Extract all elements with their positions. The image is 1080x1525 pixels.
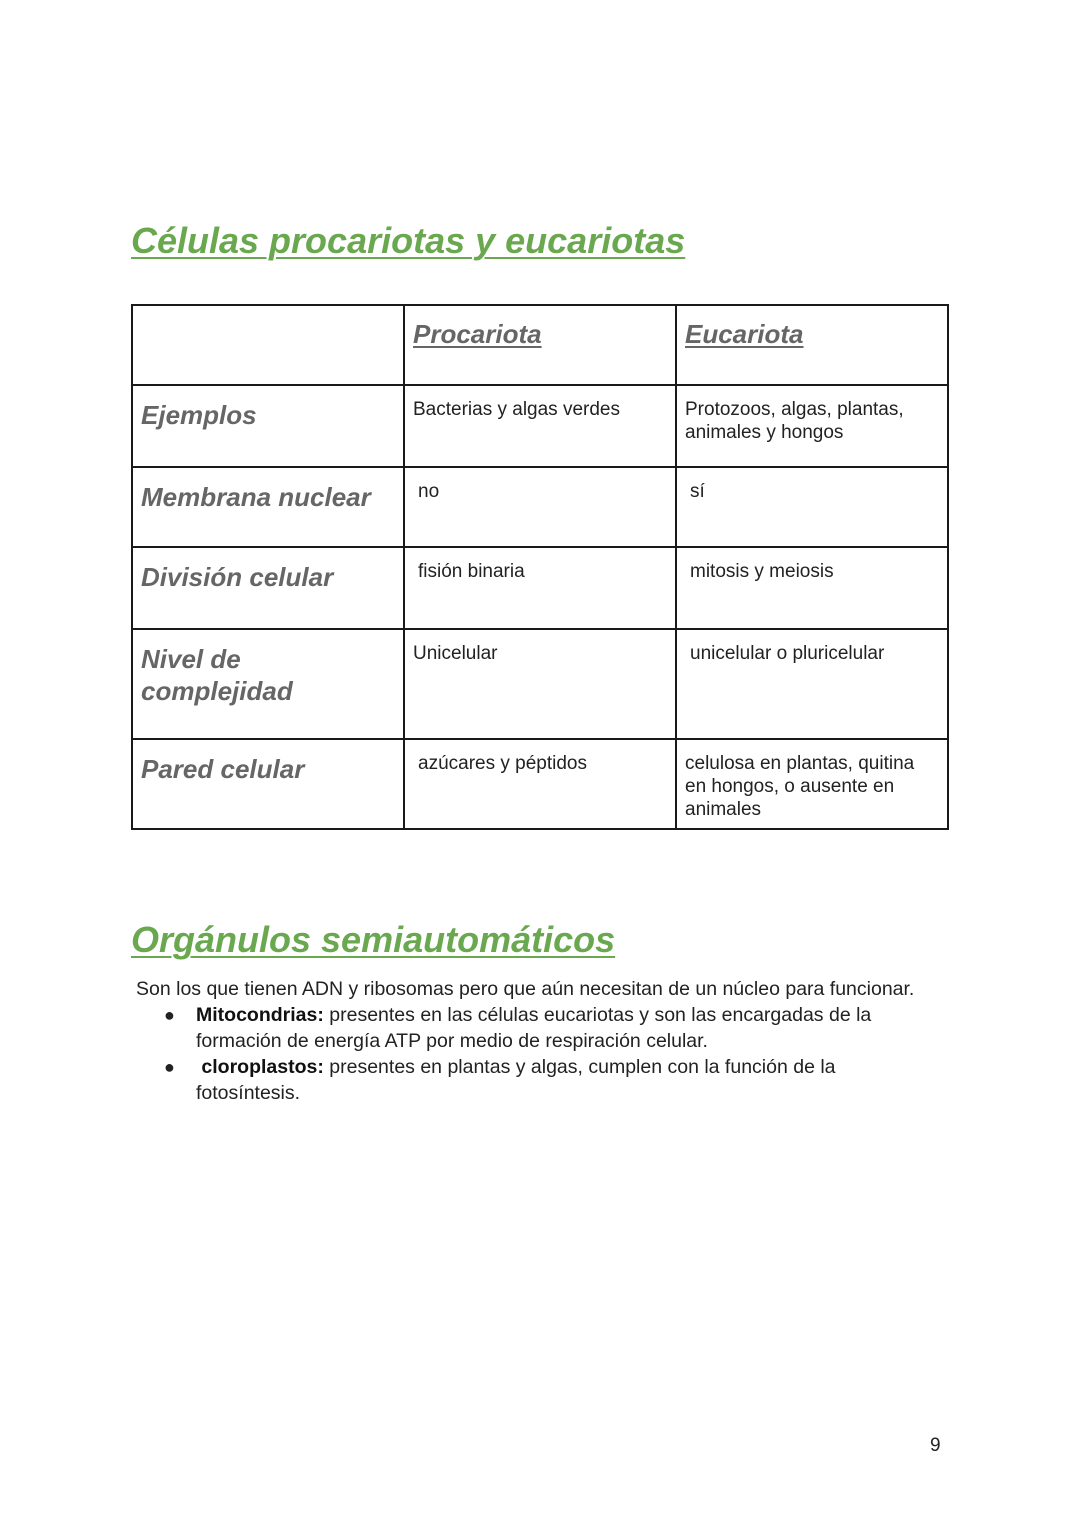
table-row [132,385,948,467]
cell-text: sí [690,481,705,502]
row-header-cell [132,467,404,547]
table-cell-procariota [404,629,676,739]
table-header-row [132,305,948,385]
table-corner-cell [132,305,404,385]
table-row [132,629,948,739]
table-cell-eucariota [676,467,948,547]
comparison-table [131,304,949,830]
row-header-cell [132,739,404,829]
table-cell-procariota [404,739,676,829]
row-header-label: Pared celular [141,754,305,784]
row-header-cell [132,385,404,467]
column-header-eucariota [676,305,948,385]
cell-text: fisión binaria [418,561,525,582]
table-row [132,467,948,547]
table-cell-eucariota [676,629,948,739]
row-header-label: Ejemplos [141,400,257,430]
table-cell-eucariota [676,739,948,829]
table-row [132,547,948,629]
table-cell-procariota [404,385,676,467]
table-cell-procariota [404,467,676,547]
list-item [164,1054,896,1106]
section-title-cells: Células procariotas y eucariotas [131,220,686,261]
bullet-icon: ● [164,1005,175,1025]
row-header-label: Nivel de complejidad [141,644,293,706]
cell-text: Unicelular [413,643,498,664]
organelle-list [164,1002,896,1106]
column-header-procariota [404,305,676,385]
row-header-cell [132,547,404,629]
list-item-text: presentes en las células eucariotas y son las encargadas de la formación de energía ATP por medio de respiración celular. [196,1004,872,1052]
intro-paragraph: Son los que tienen ADN y ribosomas pero que aún necesitan de un núcleo para funcionar. [136,978,915,1000]
cell-text: no [418,481,440,502]
cell-text: Bacterias y algas verdes [413,399,620,420]
table-cell-eucariota [676,385,948,467]
cell-text: azúcares y péptidos [418,753,587,774]
bullet-icon: ● [164,1057,175,1077]
list-item-term: cloroplastos: [201,1056,324,1078]
list-item [164,1002,896,1054]
list-item-term: Mitocondrias: [196,1004,324,1026]
cell-text: Protozoos, algas, plantas, animales y hongos [685,399,904,443]
section-title-organelles: Orgánulos semiautomáticos [131,919,616,960]
row-header-cell [132,629,404,739]
row-header-label: División celular [141,562,334,592]
cell-text: mitosis y meiosis [690,561,834,582]
list-item-text: presentes en plantas y algas, cumplen con la función de la fotosíntesis. [196,1056,836,1104]
column-header-label: Procariota [413,319,542,349]
table-cell-eucariota [676,547,948,629]
table-cell-procariota [404,547,676,629]
table-row [132,739,948,829]
cell-text: celulosa en plantas, quitina en hongos, o ausente en animales [685,753,915,820]
row-header-label: Membrana nuclear [141,482,371,512]
cell-text: unicelular o pluricelular [690,643,885,664]
page-number: 9 [930,1435,941,1456]
column-header-label: Eucariota [685,319,804,349]
